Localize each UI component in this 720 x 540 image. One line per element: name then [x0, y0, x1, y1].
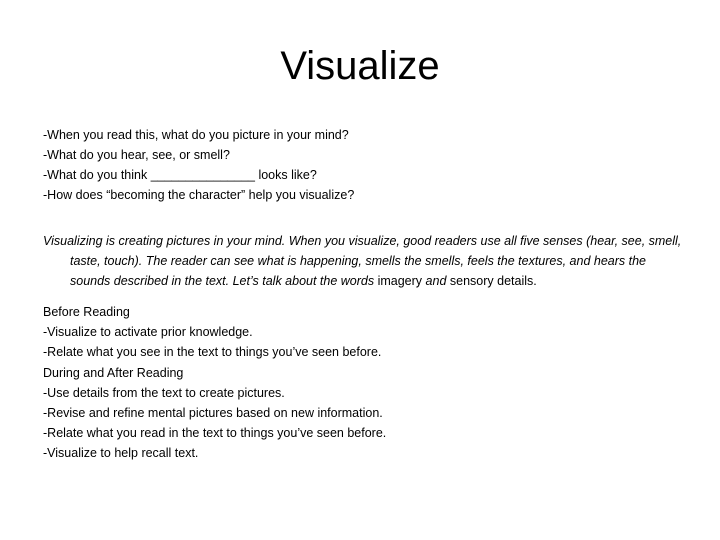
step-item: -Use details from the text to create pictures.	[43, 385, 285, 400]
question-item: -What do you hear, see, or smell?	[43, 148, 230, 162]
intro-text: Visualizing is creating pictures in your mind. When you visualize, good readers use all five senses (hear, see, smell, taste, touch). The reader can see what is happening, smells the smells, feels the textures, and hears the sounds described in the text. Let’s talk about the words	[43, 234, 682, 288]
intro-connector: and	[422, 274, 450, 288]
question-item: -What do you think _______________ looks like?	[43, 168, 317, 182]
intro-paragraph	[43, 231, 683, 291]
sensory-details-term: sensory details	[449, 274, 534, 288]
step-item: -Visualize to help recall text.	[43, 446, 199, 461]
step-item: -Visualize to activate prior knowledge.	[43, 325, 253, 340]
step-heading-during-after: During and After Reading	[43, 365, 184, 380]
step-item: -Relate what you read in the text to things you’ve seen before.	[43, 426, 387, 441]
step-item: -Revise and refine mental pictures based on new information.	[43, 406, 383, 421]
slide-title: Visualize	[280, 44, 440, 88]
question-item: -When you read this, what do you picture in your mind?	[43, 128, 349, 142]
step-item: -Relate what you see in the text to things you’ve seen before.	[43, 345, 382, 360]
question-list	[43, 125, 683, 205]
imagery-term: imagery	[377, 274, 423, 288]
question-item: -How does “becoming the character” help you visualize?	[43, 188, 355, 202]
intro-end: .	[533, 274, 537, 288]
step-heading-before: Before Reading	[43, 305, 130, 319]
reading-steps	[43, 302, 683, 464]
